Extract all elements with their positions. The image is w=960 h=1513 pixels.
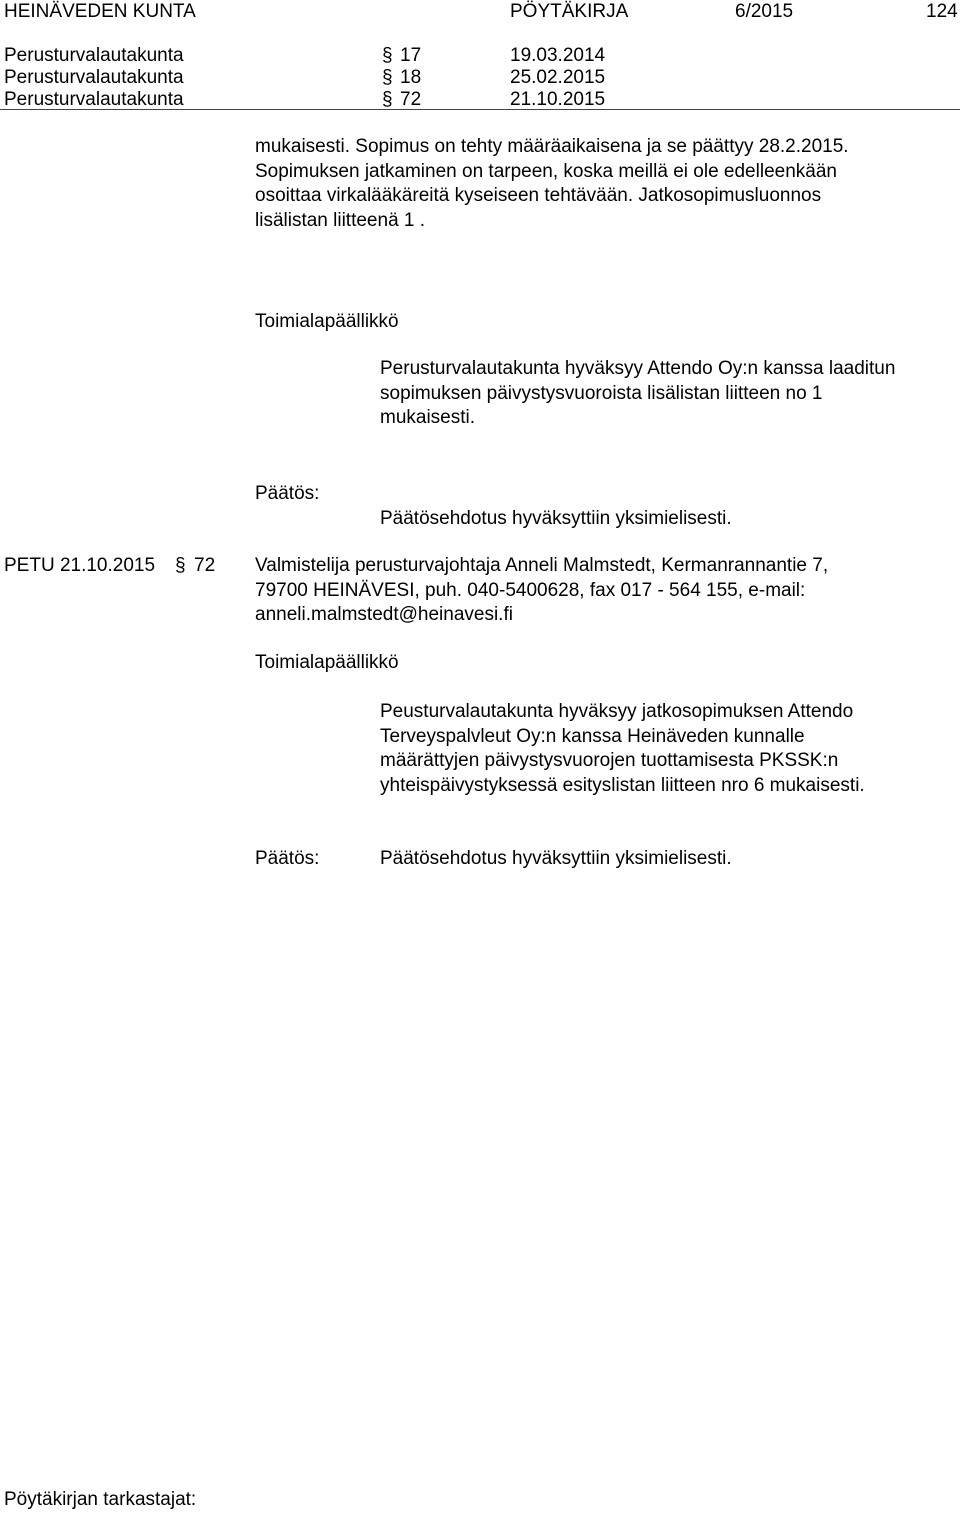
reference-body: Perusturvalautakunta (4, 45, 184, 66)
header-doc-type: PÖYTÄKIRJA (510, 1, 629, 22)
section-symbol: § (382, 45, 393, 66)
paragraph-line: Perusturvalautakunta hyväksyy Attendo Oy:n kanssa laaditun (380, 358, 896, 379)
paragraph-line: anneli.malmstedt@heinavesi.fi (255, 604, 513, 625)
proposal-paragraph (380, 700, 865, 798)
paragraph-line: Peusturvalautakunta hyväksyy jatkosopimuksen Attendo (380, 701, 854, 722)
paragraph-line: mukaisesti. (380, 407, 476, 428)
header-divider (0, 109, 960, 110)
reference-number: 17 (400, 45, 422, 66)
header-issue: 6/2015 (735, 1, 794, 22)
proposal-role-label: Toimialapäällikkö (255, 311, 399, 332)
paragraph-line: sopimuksen päivystysvuoroista lisälistan liitteen no 1 (380, 382, 823, 404)
section-symbol: § (382, 67, 393, 88)
header-org: HEINÄVEDEN KUNTA (4, 1, 196, 22)
reference-date: 21.10.2015 (510, 89, 606, 110)
header-page-number: 124 (926, 1, 958, 22)
intro-paragraph (255, 135, 849, 233)
section-symbol: § (175, 555, 186, 576)
proposal-paragraph (380, 357, 895, 431)
meeting-reference: PETU 21.10.2015 (4, 555, 156, 576)
paragraph-line: Valmistelija perusturvajohtaja Anneli Malmstedt, Kermanrannantie 7, (255, 555, 829, 576)
decision-label: Päätös: (255, 848, 320, 869)
reference-date: 19.03.2014 (510, 45, 606, 66)
footer-inspectors-label: Pöytäkirjan tarkastajat: (4, 1489, 197, 1510)
preparer-paragraph (255, 554, 828, 628)
proposal-role-label: Toimialapäällikkö (255, 652, 399, 673)
section-symbol: § (382, 89, 393, 110)
decision-text: Päätösehdotus hyväksyttiin yksimielisesti. (380, 848, 732, 869)
paragraph-line: 79700 HEINÄVESI, puh. 040-5400628, fax 017 - 564 155, e-mail: (255, 579, 806, 601)
reference-number: 72 (400, 89, 422, 110)
reference-body: Perusturvalautakunta (4, 89, 184, 110)
reference-number: 18 (400, 67, 422, 88)
section-number: 72 (194, 555, 216, 576)
decision-label: Päätös: (255, 483, 320, 504)
reference-body: Perusturvalautakunta (4, 67, 184, 88)
reference-date: 25.02.2015 (510, 67, 606, 88)
paragraph-line: Sopimuksen jatkaminen on tarpeen, koska meillä ei ole edelleenkään (255, 160, 837, 182)
paragraph-line: mukaisesti. Sopimus on tehty määräaikaisena ja se päättyy 28.2.2015. (255, 136, 849, 157)
decision-text: Päätösehdotus hyväksyttiin yksimielisesti. (380, 508, 732, 529)
paragraph-line: määrättyjen päivystysvuorojen tuottamisesta PKSSK:n (380, 750, 839, 771)
paragraph-line: yhteispäivystyksessä esityslistan liitteen nro 6 mukaisesti. (380, 774, 865, 796)
paragraph-line: Terveyspalvleut Oy:n kanssa Heinäveden kunnalle (380, 725, 805, 747)
paragraph-line: osoittaa virkalääkäreitä kyseiseen tehtävään. Jatkosopimusluonnos (255, 185, 822, 206)
paragraph-line: lisälistan liitteenä 1 . (255, 209, 426, 231)
